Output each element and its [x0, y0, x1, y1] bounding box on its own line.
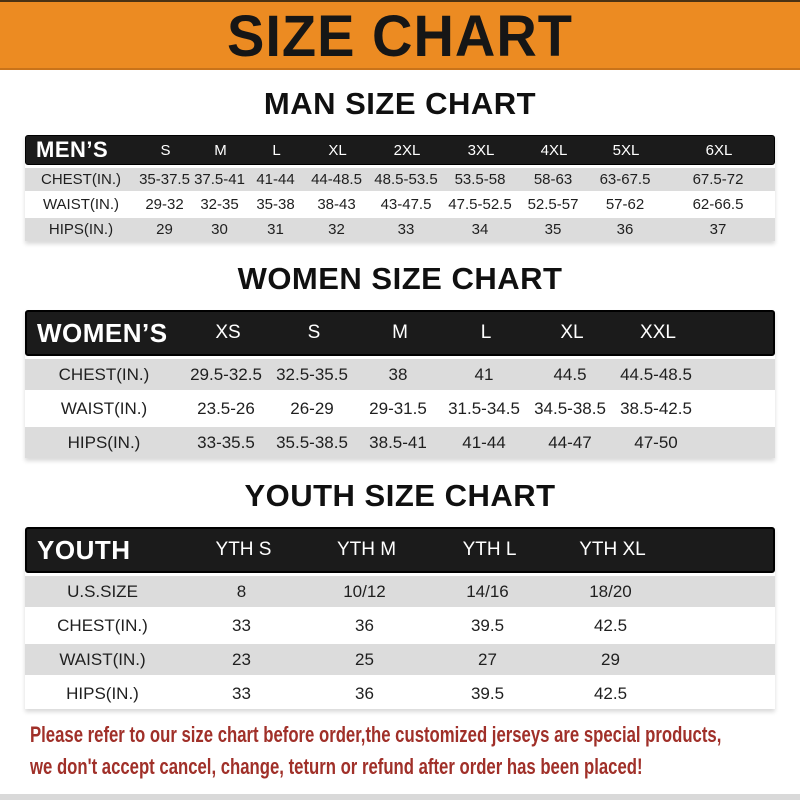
- value-cell: YTH L: [462, 539, 517, 560]
- row-label: WAIST(IN.): [60, 398, 148, 418]
- row-label: WOMEN’S: [37, 317, 168, 348]
- value-cell: 44-47: [548, 432, 592, 452]
- value-cell: 32: [328, 221, 345, 238]
- value-cell: 5XL: [612, 141, 640, 159]
- value-cell: 36: [355, 683, 374, 703]
- value-cell: 63-67.5: [599, 171, 651, 188]
- value-cell: YTH XL: [579, 539, 646, 560]
- value-cell: L: [272, 141, 281, 159]
- men-waist-row: [25, 193, 775, 216]
- value-cell: YTH M: [336, 539, 397, 560]
- value-cell: 33: [232, 615, 251, 635]
- value-cell: L: [480, 322, 492, 343]
- value-cell: 53.5-58: [454, 171, 506, 188]
- value-cell: M: [214, 141, 227, 159]
- value-cell: YTH S: [215, 539, 272, 560]
- value-cell: 29.5-32.5: [190, 364, 262, 384]
- value-cell: 37: [709, 221, 727, 238]
- value-cell: 42.5: [593, 683, 628, 703]
- value-cell: M: [392, 322, 408, 343]
- value-cell: 14/16: [466, 581, 509, 601]
- value-cell: 35: [544, 221, 562, 238]
- youth-size-chart-heading: YOUTH SIZE CHART: [244, 478, 556, 513]
- women-chest-row: [25, 359, 775, 390]
- value-cell: S: [160, 141, 171, 159]
- banner-title: SIZE CHART: [227, 1, 573, 69]
- value-cell: 8: [236, 581, 247, 601]
- value-cell: 26-29: [290, 398, 334, 418]
- value-cell: 58-63: [533, 171, 573, 188]
- value-cell: 41: [474, 364, 494, 384]
- value-cell: 36: [355, 615, 374, 635]
- value-cell: 29-32: [145, 196, 184, 213]
- value-cell: 32.5-35.5: [276, 364, 348, 384]
- row-label: U.S.SIZE: [67, 581, 138, 601]
- value-cell: 23: [232, 649, 251, 669]
- value-cell: 44.5: [553, 364, 587, 384]
- value-cell: 57-62: [605, 196, 645, 213]
- value-cell: 32-35: [200, 196, 239, 213]
- value-cell: 3XL: [467, 141, 495, 159]
- row-label: HIPS(IN.): [66, 683, 139, 703]
- disclaimer-line-1: Please refer to our size chart before order,the customized jerseys are special products,: [30, 722, 722, 747]
- value-cell: 31: [267, 221, 284, 238]
- men-size-table: [25, 135, 775, 241]
- value-cell: 33: [232, 683, 251, 703]
- men-hips-row: [25, 218, 775, 241]
- row-label: YOUTH: [37, 534, 131, 565]
- youth-chest-row: [25, 610, 775, 641]
- value-cell: 44.5-48.5: [620, 364, 692, 384]
- value-cell: 52.5-57: [527, 196, 579, 213]
- women-size-table: [25, 310, 775, 458]
- women-hips-row: [25, 427, 775, 458]
- row-label: MEN’S: [36, 137, 109, 162]
- row-label: CHEST(IN.): [41, 171, 121, 188]
- women-waist-row: [25, 393, 775, 424]
- row-label: HIPS(IN.): [67, 432, 141, 452]
- value-cell: 34: [471, 221, 489, 238]
- value-cell: 6XL: [705, 141, 733, 159]
- order-disclaimer: [0, 719, 800, 783]
- man-size-chart-heading: MAN SIZE CHART: [263, 86, 537, 121]
- row-label: WAIST(IN.): [59, 649, 146, 669]
- value-cell: XS: [215, 322, 241, 343]
- value-cell: 31.5-34.5: [448, 398, 520, 418]
- youth-size-table: [25, 527, 775, 709]
- value-cell: 37.5-41: [194, 171, 245, 188]
- value-cell: 42.5: [593, 615, 628, 635]
- value-cell: 30: [211, 221, 228, 238]
- value-cell: 41-44: [462, 432, 506, 452]
- value-cell: 27: [478, 649, 497, 669]
- value-cell: XL: [560, 322, 584, 343]
- value-cell: 38: [388, 364, 408, 384]
- value-cell: S: [307, 322, 321, 343]
- value-cell: 34.5-38.5: [534, 398, 606, 418]
- women-table-header-row: [25, 310, 775, 356]
- value-cell: 29-31.5: [369, 398, 427, 418]
- row-label: WAIST(IN.): [42, 196, 120, 213]
- value-cell: 36: [616, 221, 634, 238]
- value-cell: 41-44: [256, 171, 295, 188]
- value-cell: 23.5-26: [197, 398, 255, 418]
- value-cell: 18/20: [589, 581, 632, 601]
- value-cell: 33-35.5: [197, 432, 255, 452]
- value-cell: 38.5-42.5: [620, 398, 692, 418]
- youth-table-header-row: [25, 527, 775, 573]
- value-cell: 67.5-72: [692, 171, 744, 188]
- value-cell: 38-43: [317, 196, 356, 213]
- men-chest-row: [25, 168, 775, 191]
- value-cell: 48.5-53.5: [374, 171, 438, 188]
- value-cell: 2XL: [393, 141, 421, 159]
- value-cell: 47.5-52.5: [448, 196, 512, 213]
- youth-waist-row: [25, 644, 775, 675]
- value-cell: 35.5-38.5: [276, 432, 348, 452]
- value-cell: 62-66.5: [692, 196, 744, 213]
- value-cell: 25: [355, 649, 374, 669]
- men-table-header-row: [25, 135, 775, 165]
- row-label: HIPS(IN.): [48, 221, 114, 238]
- size-chart-banner: [0, 0, 800, 70]
- value-cell: XXL: [640, 322, 676, 343]
- value-cell: 4XL: [540, 141, 568, 159]
- value-cell: 33: [397, 221, 415, 238]
- row-label: CHEST(IN.): [57, 615, 148, 635]
- value-cell: 35-37.5: [139, 171, 190, 188]
- value-cell: 39.5: [470, 683, 505, 703]
- value-cell: 44-48.5: [311, 171, 362, 188]
- youth-hips-row: [25, 678, 775, 709]
- value-cell: 43-47.5: [380, 196, 432, 213]
- row-label: CHEST(IN.): [58, 364, 150, 384]
- value-cell: 39.5: [470, 615, 505, 635]
- youth-ussize-row: [25, 576, 775, 607]
- women-size-chart-heading: WOMEN SIZE CHART: [237, 261, 563, 296]
- value-cell: 47-50: [634, 432, 678, 452]
- value-cell: 29: [601, 649, 620, 669]
- value-cell: 29: [156, 221, 173, 238]
- value-cell: 10/12: [343, 581, 386, 601]
- value-cell: XL: [328, 141, 347, 159]
- bottom-edge-strip: [0, 794, 800, 800]
- value-cell: 38.5-41: [369, 432, 427, 452]
- disclaimer-line-2: we don't accept cancel, change, teturn or refund after order has been placed!: [30, 754, 643, 779]
- value-cell: 35-38: [256, 196, 295, 213]
